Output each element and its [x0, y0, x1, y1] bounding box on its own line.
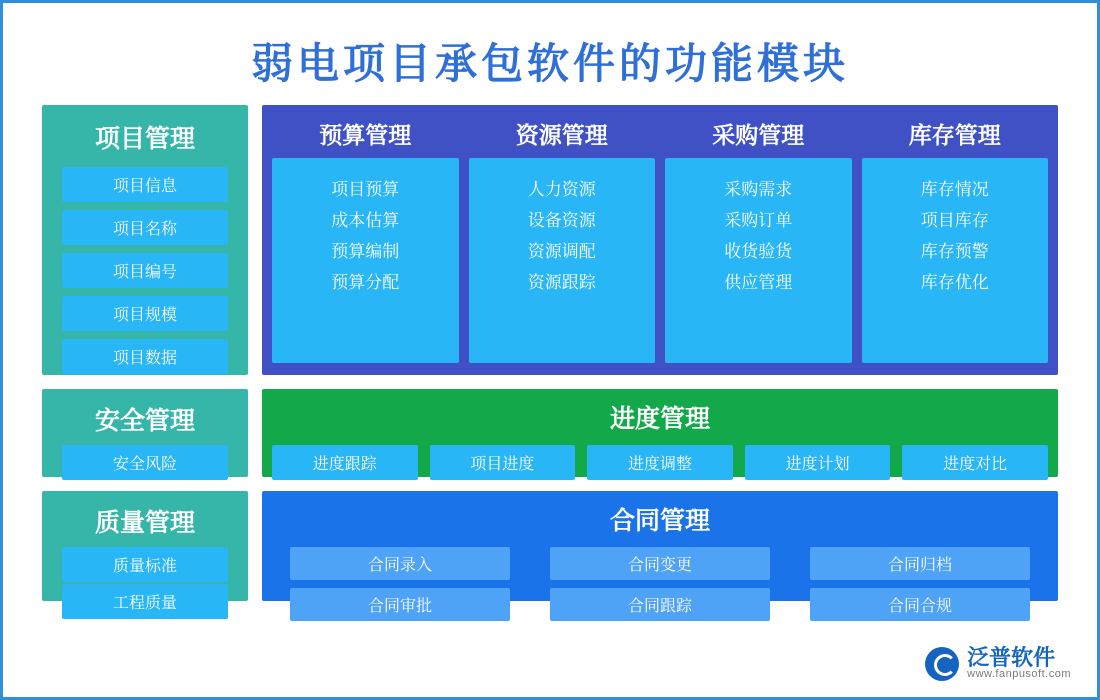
item-contract-archive[interactable]: 合同归档 — [810, 547, 1030, 580]
diagram-board — [42, 105, 1058, 615]
item-budget-3[interactable]: 预算分配 — [331, 273, 400, 292]
item-progress-3[interactable]: 进度计划 — [745, 445, 891, 480]
row-bottom — [42, 491, 1058, 615]
logo-website-url: www.fanpusoft.com — [967, 668, 1071, 681]
item-resource-3[interactable]: 资源跟踪 — [527, 273, 596, 292]
item-budget-0[interactable]: 项目预算 — [331, 180, 400, 199]
logo-swirl-icon — [925, 647, 959, 681]
item-engineering-quality[interactable]: 工程质量 — [62, 584, 228, 619]
item-contract-entry[interactable]: 合同录入 — [290, 547, 510, 580]
item-resource-2[interactable]: 资源调配 — [527, 242, 596, 261]
item-quality-standard[interactable]: 质量标准 — [62, 547, 228, 582]
item-progress-4[interactable]: 进度对比 — [902, 445, 1048, 480]
module-items-resource — [469, 158, 656, 363]
item-progress-2[interactable]: 进度调整 — [587, 445, 733, 480]
item-procurement-0[interactable]: 采购需求 — [724, 180, 793, 199]
item-inventory-1[interactable]: 项目库存 — [920, 211, 989, 230]
panel-title-progress-management: 进度管理 — [609, 406, 710, 433]
panel-main-modules — [262, 105, 1058, 375]
module-items-budget — [272, 158, 459, 363]
logo-text — [967, 646, 1071, 681]
panel-quality-management — [42, 491, 248, 612]
panel-contract-management — [262, 491, 1058, 615]
item-contract-tracking[interactable]: 合同跟踪 — [550, 588, 770, 621]
item-project-scale[interactable]: 项目规模 — [62, 296, 228, 331]
page-title: 弱电项目承包软件的功能模块 — [250, 42, 849, 88]
module-procurement — [665, 113, 852, 363]
module-title-procurement: 采购管理 — [712, 123, 805, 148]
item-inventory-2[interactable]: 库存预警 — [920, 242, 989, 261]
contract-row-1 — [272, 547, 1048, 580]
item-safety-risk[interactable]: 安全风险 — [62, 445, 228, 480]
main-modules-grid — [272, 113, 1048, 363]
panel-title-contract-management: 合同管理 — [609, 508, 710, 535]
item-contract-approval[interactable]: 合同审批 — [290, 588, 510, 621]
panel-title-project-management: 项目管理 — [94, 126, 195, 153]
item-resource-0[interactable]: 人力资源 — [527, 180, 596, 199]
item-project-name[interactable]: 项目名称 — [62, 210, 228, 245]
row-top — [42, 105, 1058, 375]
module-resource — [469, 113, 656, 363]
row-middle — [42, 389, 1058, 477]
panel-title-quality-management: 质量管理 — [94, 510, 195, 537]
item-budget-2[interactable]: 预算编制 — [331, 242, 400, 261]
item-procurement-3[interactable]: 供应管理 — [724, 273, 793, 292]
item-resource-1[interactable]: 设备资源 — [527, 211, 596, 230]
item-project-number[interactable]: 项目编号 — [62, 253, 228, 288]
contract-items — [272, 547, 1048, 621]
module-budget — [272, 113, 459, 363]
module-inventory — [862, 113, 1049, 363]
brand-logo — [925, 646, 1071, 681]
item-procurement-1[interactable]: 采购订单 — [724, 211, 793, 230]
panel-safety-management — [42, 389, 248, 477]
item-inventory-0[interactable]: 库存情况 — [920, 180, 989, 199]
progress-items — [272, 445, 1048, 480]
item-progress-1[interactable]: 项目进度 — [430, 445, 576, 480]
item-budget-1[interactable]: 成本估算 — [331, 211, 400, 230]
item-progress-0[interactable]: 进度跟踪 — [272, 445, 418, 480]
item-contract-compliance[interactable]: 合同合规 — [810, 588, 1030, 621]
module-items-procurement — [665, 158, 852, 363]
item-procurement-2[interactable]: 收货验货 — [724, 242, 793, 261]
module-title-inventory: 库存管理 — [908, 123, 1001, 148]
logo-company-name: 泛普软件 — [967, 645, 1056, 671]
item-contract-change[interactable]: 合同变更 — [550, 547, 770, 580]
contract-row-2 — [272, 588, 1048, 621]
panel-title-safety-management: 安全管理 — [94, 408, 195, 435]
item-inventory-3[interactable]: 库存优化 — [920, 273, 989, 292]
module-items-inventory — [862, 158, 1049, 363]
module-title-resource: 资源管理 — [515, 123, 608, 148]
panel-project-management — [42, 105, 248, 375]
panel-progress-management — [262, 389, 1058, 477]
item-project-info[interactable]: 项目信息 — [62, 167, 228, 202]
module-title-budget: 预算管理 — [319, 123, 412, 148]
item-project-data[interactable]: 项目数据 — [62, 339, 228, 374]
